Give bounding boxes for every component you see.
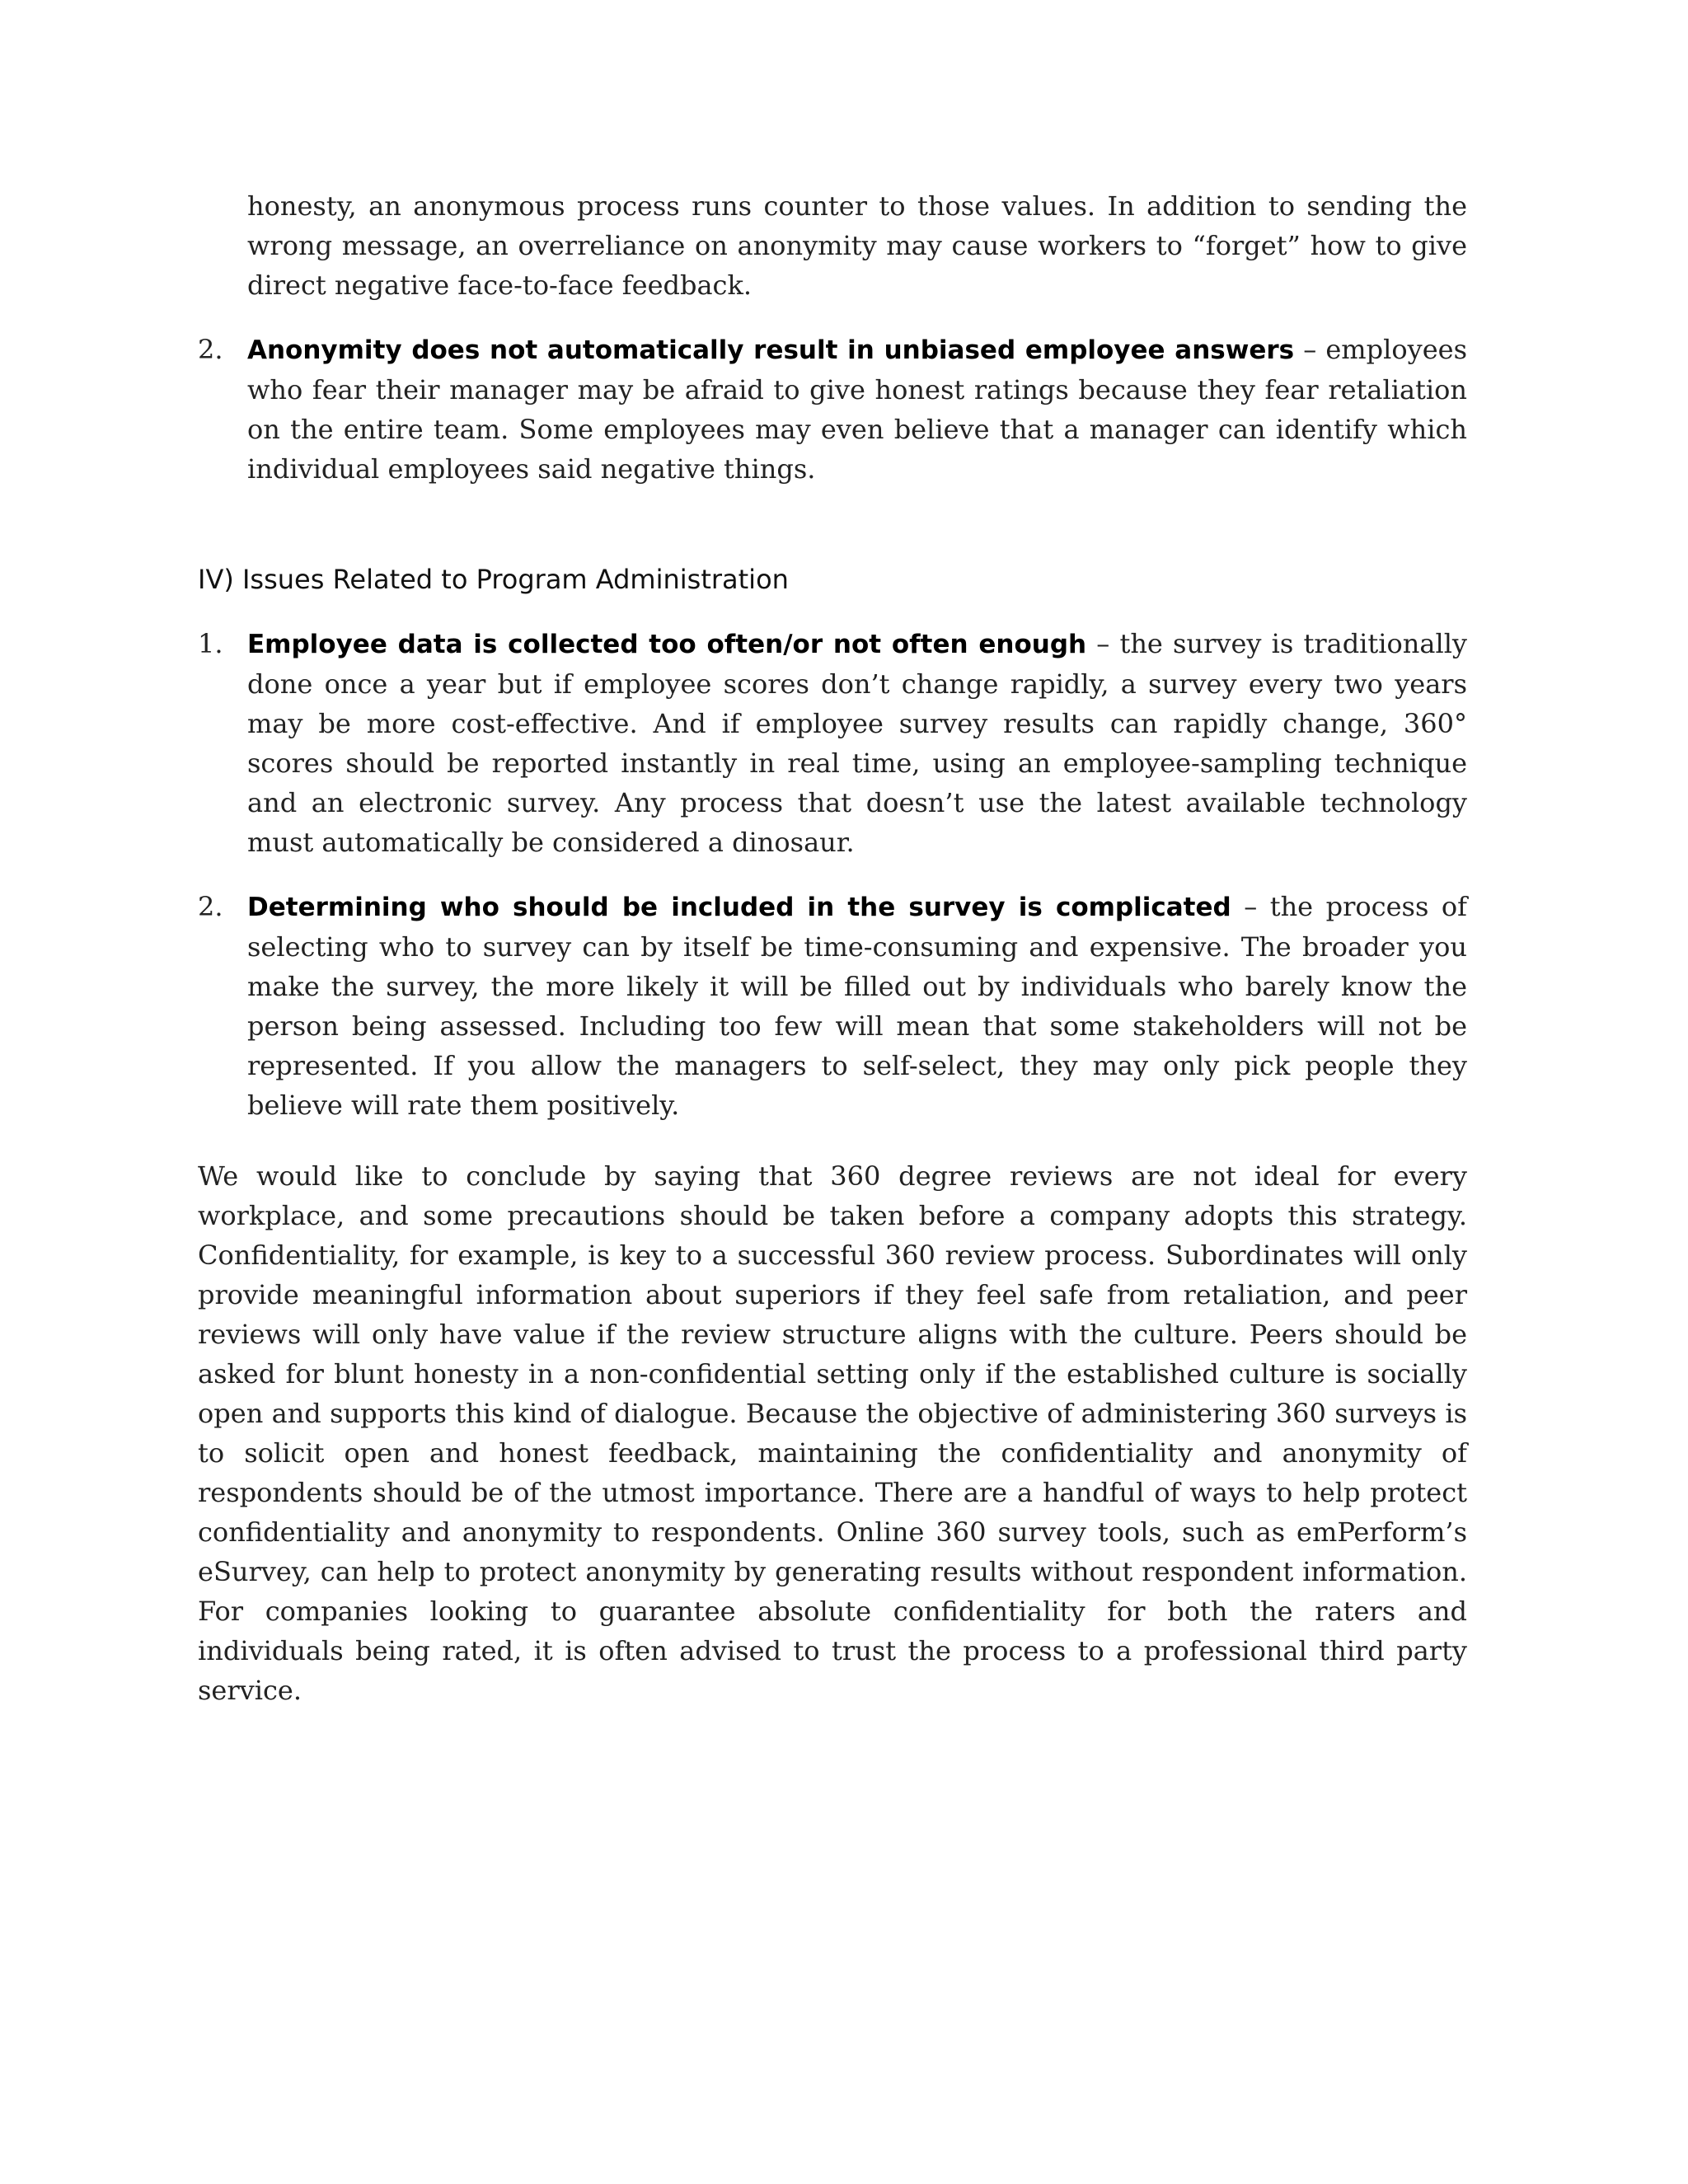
list-body <box>247 624 1467 862</box>
section-heading: IV) Issues Related to Program Administration <box>198 564 789 595</box>
list-lead: Anonymity does not automatically result in unbiased employee answers <box>247 335 1295 365</box>
list-lead: Determining who should be included in the survey is complicated <box>247 893 1231 922</box>
list-item-anonymity-bias <box>198 330 1467 489</box>
continued-paragraph: honesty, an anonymous process runs counter to those values. In addition to sending the wrong message, an overreliance on anonymity may cause workers to “forget” how to give direct negative face-to-face feedback. <box>247 190 1467 301</box>
list-number: 2. <box>198 891 223 922</box>
list-body <box>247 330 1467 489</box>
spacer <box>198 305 1467 330</box>
list-number: 1. <box>198 628 223 659</box>
spacer <box>198 489 1467 560</box>
conclusion-paragraph: We would like to conclude by saying that 360 degree reviews are not ideal for every workplace, and some precautions should be taken before a company adopts this strategy. Confidentiality, for example, is key to a successful 360 review process. Subordinates will only provide meaningful information about superiors if they feel safe from retaliation, and peer reviews will only have value if the review structure aligns with the culture. Peers should be asked for blunt honesty in a non-confidential setting only if the established culture is socially open and supports this kind of dialogue. Because the objective of administering 360 surveys is to solicit open and honest feedback, maintaining the confidentiality and anonymity of respondents should be of the utmost importance. There are a handful of ways to help protect confidentiality and anonymity to respondents. Online 360 survey tools, such as emPerform’s eSurvey, can help to protect anonymity by generating results without respondent information. For companies looking to guarantee absolute confidentiality for both the raters and individuals being rated, it is often advised to trust the process to a professional third party service. <box>198 1160 1467 1706</box>
spacer <box>198 599 1467 624</box>
list-body <box>247 887 1467 1125</box>
spacer <box>198 1125 1467 1156</box>
list-text: – the survey is traditionally done once a year but if employee scores don’t change rapidly, a survey every two years may be more cost-effective. And if employee survey results can rapidly change, 360° scores should be reported instantly in real time, using an employee-sampling technique and an electronic survey. Any process that doesn’t use the latest available technology must automatically be considered a dinosaur. <box>247 628 1467 858</box>
list-text: – the process of selecting who to survey can by itself be time-consuming and expensive. The broader you make the survey, the more likely it will be filled out by individuals who barely know the person being assessed. Including too few will mean that some stakeholders will not be represented. If you allow the managers to self-select, they may only pick people they believe will rate them positively. <box>247 891 1467 1121</box>
page-content <box>198 186 1467 1710</box>
spacer <box>198 862 1467 887</box>
list-text: – employees who fear their manager may be afraid to give honest ratings because they fear retaliation on the entire team. Some employees may even believe that a manager can identify which individual employees said negative things. <box>247 334 1467 485</box>
list-item-survey-selection <box>198 887 1467 1125</box>
list-lead: Employee data is collected too often/or not often enough <box>247 630 1087 659</box>
list-item-data-frequency <box>198 624 1467 862</box>
list-number: 2. <box>198 334 223 365</box>
